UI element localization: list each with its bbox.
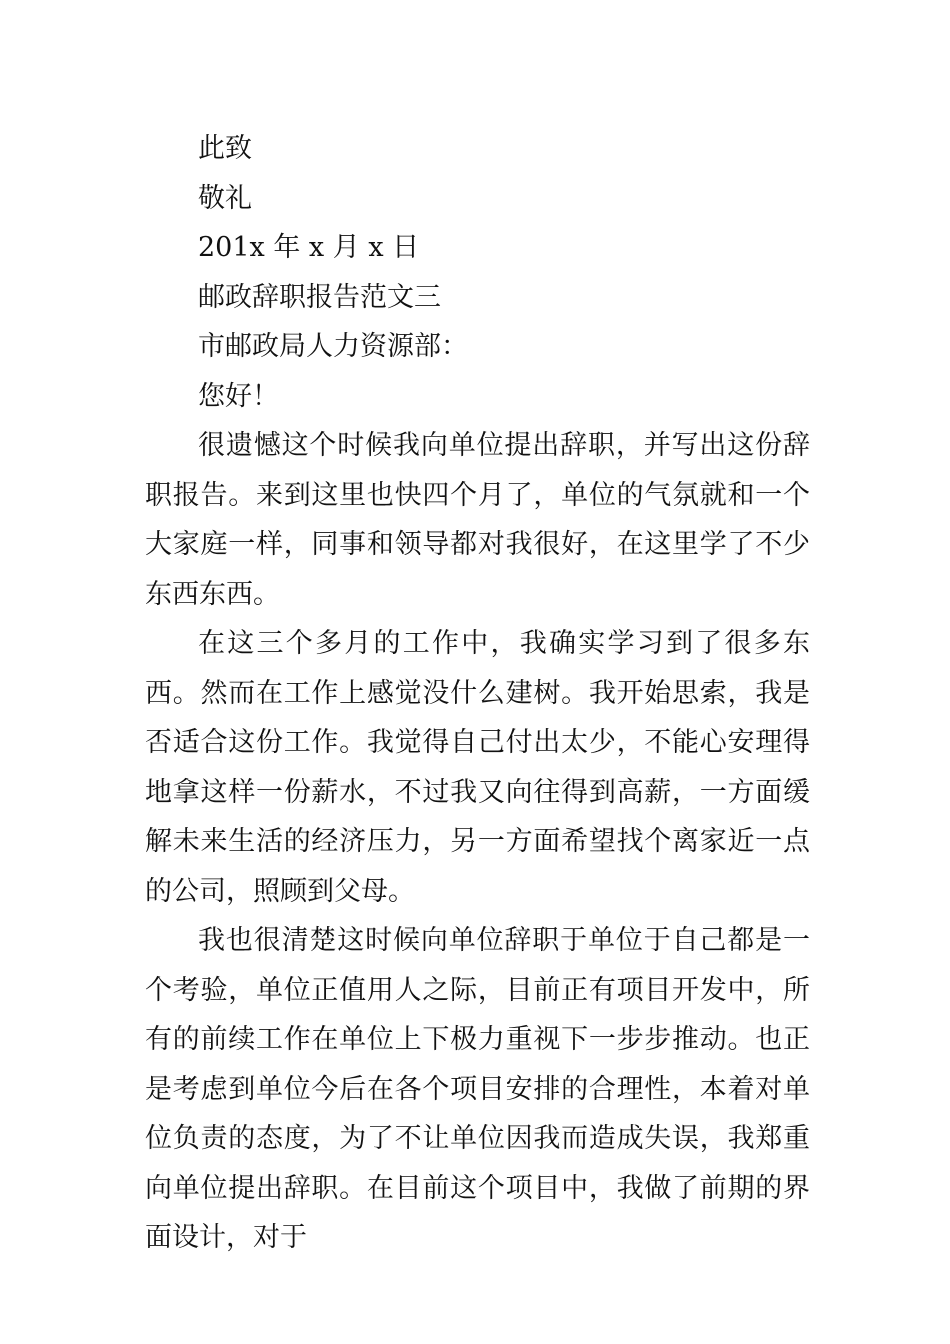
letter-date: 201x 年 x 月 x 日 [198, 232, 420, 263]
letter-body [145, 124, 810, 1263]
body-paragraph: 在这三个多月的工作中，我确实学习到了很多东西。然而在工作上感觉没什么建树。我开始思索，我是否适合这份工作。我觉得自己付出太少，不能心安理得地拿这样一份薪水，不过我又向往得到高薪，一方面缓解未来生活的经济压力，另一方面希望找个离家近一点的公司，照顾到父母。 [145, 628, 810, 907]
greeting-line: 您好！ [198, 380, 279, 412]
recipient-line: 市邮政局人力资源部： [198, 331, 468, 362]
body-paragraph: 我也很清楚这时候向单位辞职于单位于自己都是一个考验，单位正值用人之际，目前正有项目开发中，所有的前续工作在单位上下极力重视下一步步推动。也正是考虑到单位今后在各个项目安排的合理性，本着对单位负责的态度，为了不让单位因我而造成失误，我郑重向单位提出辞职。在目前这个项目中，我做了前期的界面设计，对于 [145, 925, 810, 1253]
body-paragraph: 很遗憾这个时候我向单位提出辞职，并写出这份辞职报告。来到这里也快四个月了，单位的气氛就和一个大家庭一样，同事和领导都对我很好，在这里学了不少东西东西。 [145, 430, 810, 610]
section-heading: 邮政辞职报告范文三 [198, 281, 441, 313]
closing-regards: 敬礼 [198, 182, 252, 214]
closing-salutation: 此致 [198, 133, 252, 164]
